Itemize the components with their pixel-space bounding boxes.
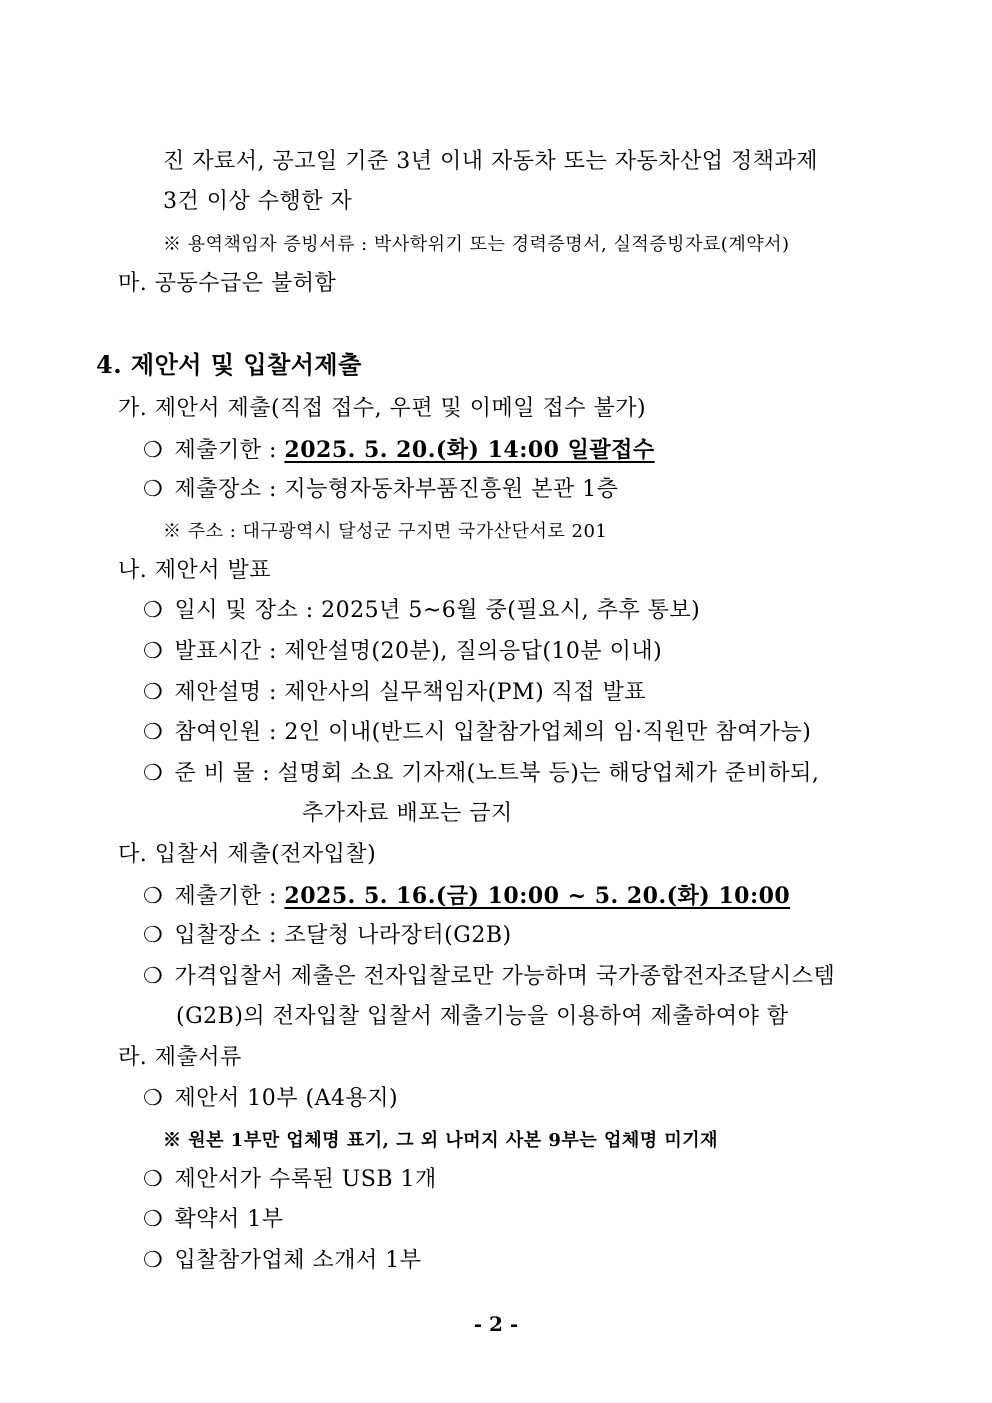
text-line: 진 자료서, 공고일 기준 3년 이내 자동차 또는 자동차산업 정책과제 <box>163 149 818 174</box>
note-line: ※ 원본 1부만 업체명 표기, 그 외 나머지 사본 9부는 업체명 미기재 <box>163 1130 719 1151</box>
circle-bullet-icon: ❍ <box>143 720 164 745</box>
list-item <box>143 1165 437 1195</box>
list-item-text: 제안설명 : 제안사의 실무책임자(PM) 직접 발표 <box>174 680 647 705</box>
list-item-text: 일시 및 장소 : 2025년 5~6월 중(필요시, 추후 통보) <box>174 598 701 623</box>
circle-bullet-icon: ❍ <box>143 923 164 948</box>
list-item-text: 참여인원 : 2인 이내(반드시 입찰참가업체의 임·직원만 참여가능) <box>174 720 812 745</box>
deadline-label: 제출기한 : <box>174 884 285 909</box>
deadline-value: 2025. 5. 16.(금) 10:00 ~ 5. 20.(화) 10:00 <box>284 883 791 909</box>
circle-bullet-icon: ❍ <box>143 598 164 623</box>
deadline-value: 2025. 5. 20.(화) 14:00 일괄접수 <box>284 437 655 463</box>
text-line: 마. 공동수급은 불허함 <box>118 271 337 296</box>
list-item-text: 제출장소 : 지능형자동차부품진흥원 본관 1층 <box>174 477 619 502</box>
text-line: 3건 이상 수행한 자 <box>163 189 353 214</box>
list-item <box>143 637 662 667</box>
list-item <box>143 435 655 466</box>
subsection-title: 라. 제출서류 <box>118 1045 242 1070</box>
list-item-continuation: (G2B)의 전자입찰 입찰서 제출기능을 이용하여 제출하여야 함 <box>176 1004 789 1029</box>
circle-bullet-icon: ❍ <box>143 680 164 705</box>
note-line: ※ 주소 : 대구광역시 달성군 구지면 국가산단서로 201 <box>163 521 608 542</box>
list-item-continuation: 추가자료 배포는 금지 <box>302 801 513 826</box>
deadline-label: 제출기한 : <box>174 438 285 463</box>
list-item-text: 가격입찰서 제출은 전자입찰로만 가능하며 국가종합전자조달시스템 <box>174 964 836 989</box>
list-item-text: 제안서 10부 (A4용지) <box>174 1086 399 1111</box>
note-line: ※ 용역책임자 증빙서류 : 박사학위기 또는 경력증명서, 실적증빙자료(계약서) <box>163 234 790 255</box>
list-item <box>143 962 835 992</box>
list-item-text: 발표시간 : 제안설명(20분), 질의응답(10분 이내) <box>174 639 663 664</box>
list-item-text: 입찰참가업체 소개서 1부 <box>174 1248 422 1273</box>
circle-bullet-icon: ❍ <box>143 1167 164 1192</box>
list-item <box>143 1084 398 1114</box>
circle-bullet-icon: ❍ <box>143 639 164 664</box>
list-item <box>143 596 700 626</box>
list-item <box>143 881 790 912</box>
circle-bullet-icon: ❍ <box>143 761 164 786</box>
circle-bullet-icon: ❍ <box>143 1207 164 1232</box>
subsection-title: 가. 제안서 제출(직접 접수, 우편 및 이메일 접수 불가) <box>118 396 647 421</box>
section-heading: 4. 제안서 및 입찰서제출 <box>96 350 362 379</box>
subsection-title: 나. 제안서 발표 <box>118 558 271 583</box>
list-item-text: 제안서가 수록된 USB 1개 <box>174 1167 437 1192</box>
circle-bullet-icon: ❍ <box>143 1248 164 1273</box>
list-item-text: 입찰장소 : 조달청 나라장터(G2B) <box>174 923 512 948</box>
circle-bullet-icon: ❍ <box>143 477 164 502</box>
list-item <box>143 718 811 748</box>
page-number: - 2 - <box>473 1312 519 1336</box>
list-item-text: 확약서 1부 <box>174 1207 284 1232</box>
list-item <box>143 1246 422 1276</box>
list-item <box>143 1205 284 1235</box>
circle-bullet-icon: ❍ <box>143 884 164 909</box>
circle-bullet-icon: ❍ <box>143 438 164 463</box>
circle-bullet-icon: ❍ <box>143 964 164 989</box>
list-item <box>143 921 512 951</box>
list-item <box>143 475 618 505</box>
circle-bullet-icon: ❍ <box>143 1086 164 1111</box>
list-item <box>143 678 646 708</box>
subsection-title: 다. 입찰서 제출(전자입찰) <box>118 842 377 867</box>
list-item <box>143 759 819 789</box>
list-item-text: 준 비 물 : 설명회 소요 기자재(노트북 등)는 해당업체가 준비하되, <box>174 761 820 786</box>
